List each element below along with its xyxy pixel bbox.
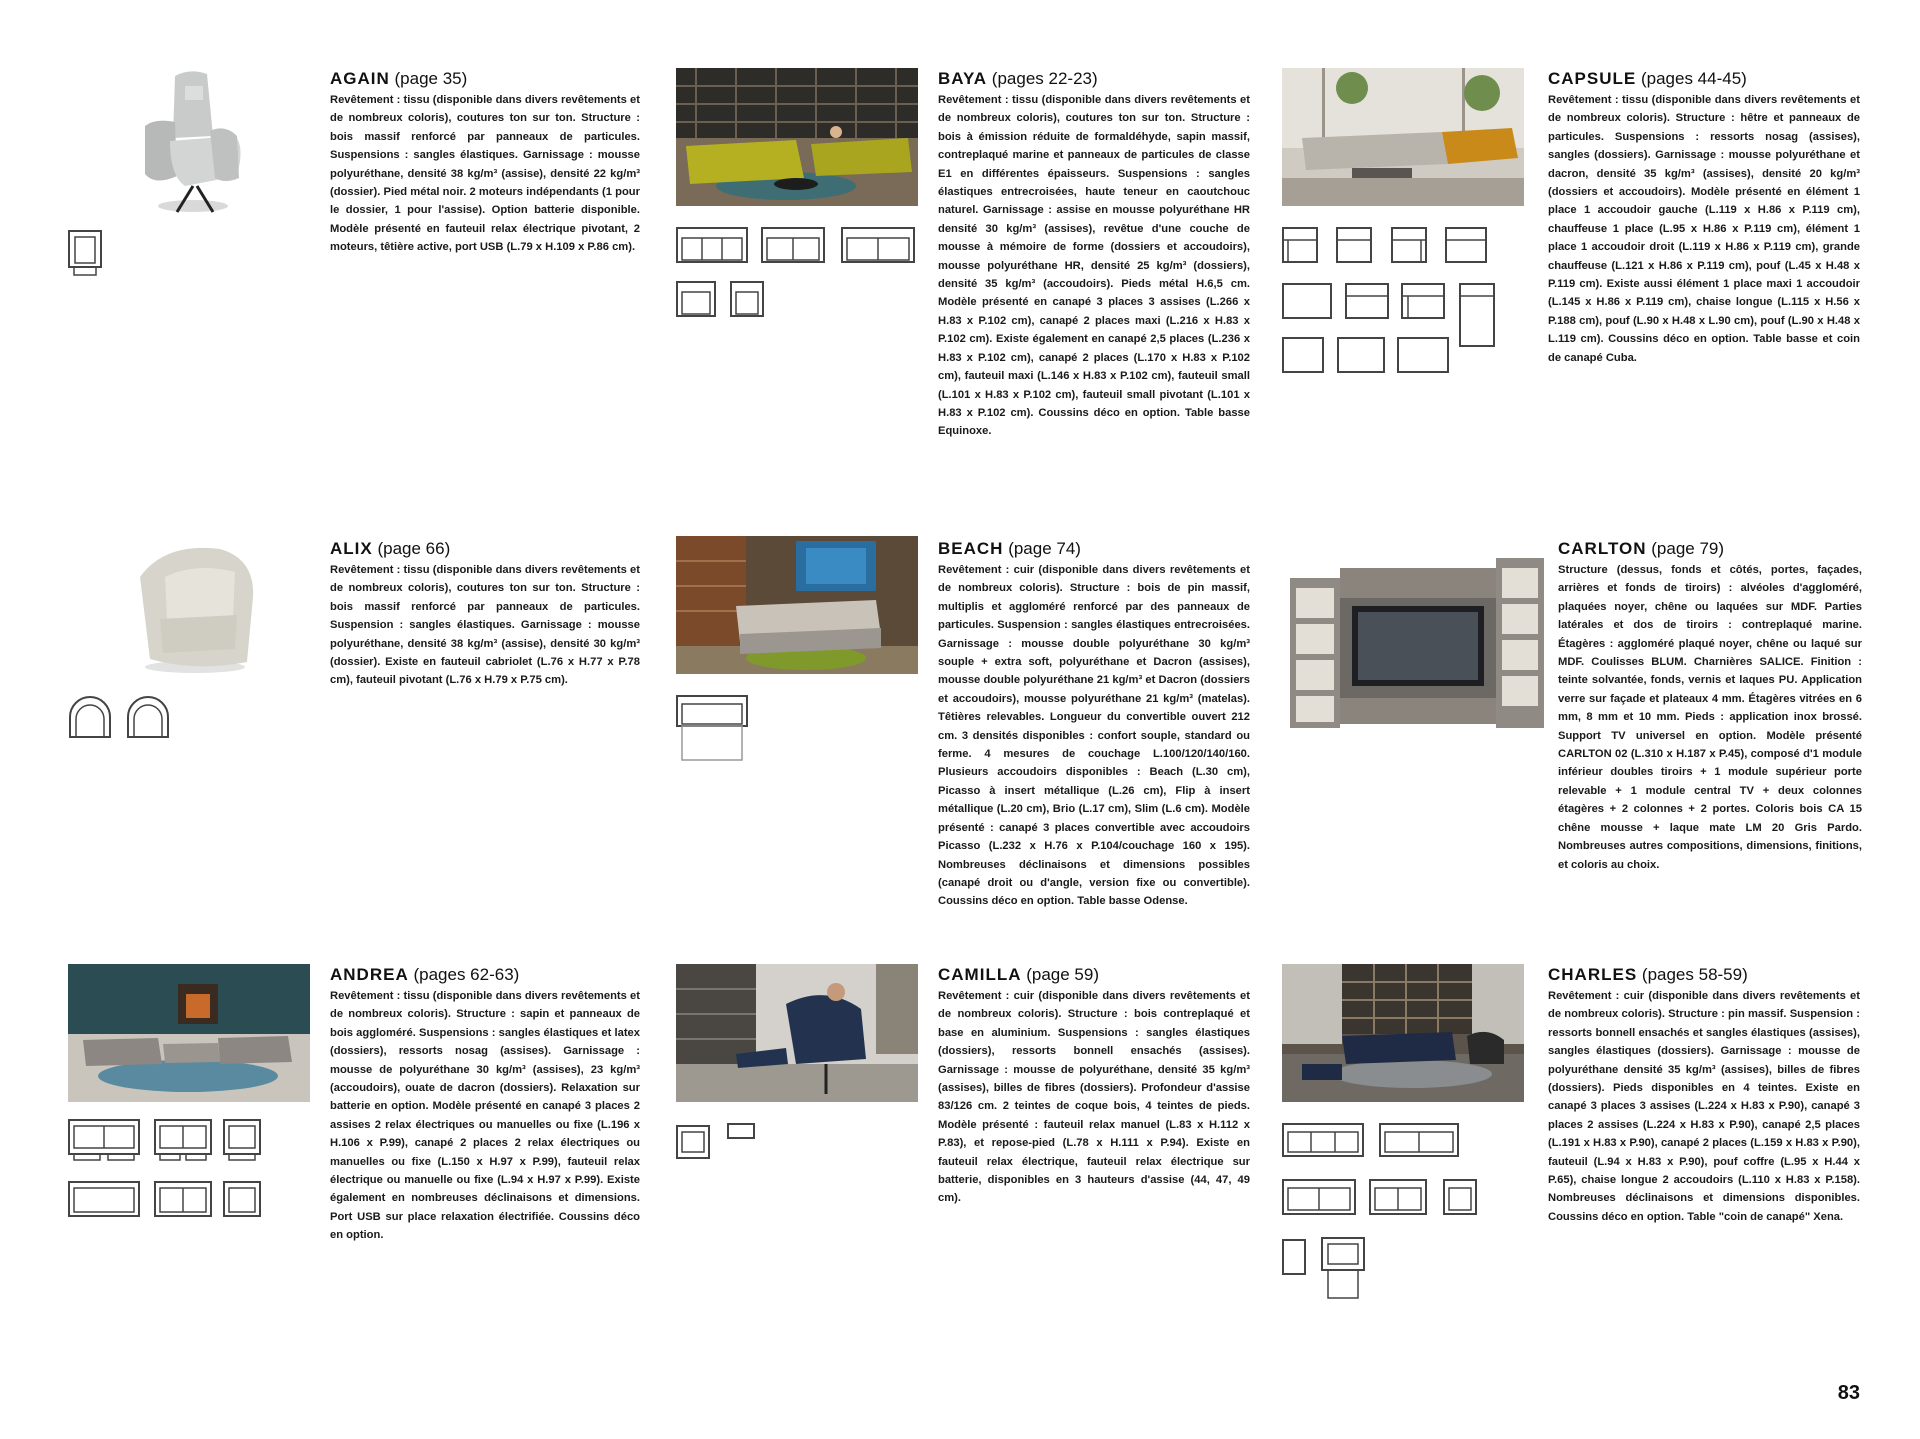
andrea-description: Revêtement : tissu (disponible dans divers revêtements et de nombreux coloris). Structure : sapin et panneaux de bois aggloméré. Suspensions : sangles élastiques et latex (dossiers), ressorts nosag (assises). Garnissage : mousse de polyuréthane 30 kg/m³ (assises), 23 kg/m³ (accoudoirs), ouate de dacron (dossiers). Relaxation sur batterie en option. Modèle présenté en canapé 3 places 2 assises 2 relax électriques ou manuelles ou fixe (L.196 x H.106 x P.99), canapé 2 places 2 relax électriques ou manuelles ou fixe (L.150 x H.97 x P.99), fauteuil relax électrique ou manuelle ou fixe (L.94 x H.97 x P.99). Existe également en nombreuses déclinaisons et dimensions. Port USB sur place relaxation électrifiée. Coussins déco en option.: [330, 990, 640, 1242]
pouf-medium-icon: [1338, 338, 1384, 372]
charles-description: Revêtement : cuir (disponible dans divers revêtements et de nombreux coloris). Structure : pin massif. Suspension : ressorts bonnell ensachés et sangles élastiques (assises), sangles élastiques (dossiers). Garnissage : mousse de polyuréthane densité 35 kg/m³ (assises), billes de fibres (dossiers). Pieds disponibles en 4 teintes. Existe en canapé 3 places 3 assises (L.224 x H.83 x P.90), canapé 3 places 2 assises (L.224 x H.83 x P.90), canapé 2,5 places (L.191 x H.83 x P.90), canapé 2 places (L.159 x H.83 x P.90), fauteuil (L.94 x H.83 x P.90), pouf coffre (L.95 x H.44 x P.65), chaise longue 2 accoudoirs (L.110 x H.83 x P.158). Nombreuses déclinaisons et dimensions disponibles. Coussins déco en option. Table "coin de canapé" Xena.: [1548, 990, 1860, 1223]
alix-title: ALIX (page 66): [330, 539, 451, 558]
baya-title: BAYA (pages 22-23): [938, 69, 1098, 88]
again-module-icons: [68, 230, 108, 278]
chaise-longue-icon: [1460, 284, 1494, 346]
again-description: Revêtement : tissu (disponible dans divers revêtements et de nombreux coloris), coutures ton sur ton. Structure : bois massif renforcé par panneaux de particules. Suspensions : sangles élastiques. Garnissage : mousse polyuréthane, densité 38 kg/m³ (assise), densité 22 kg/m³ (dossier). Pied métal noir. 2 moteurs indépendants (1 pour le dossier, 1 pour l'assise). Option batterie disponible. Modèle présenté en fauteuil relax électrique pivotant, 2 moteurs, têtière active, port USB (L.79 x H.109 x P.86 cm).: [330, 94, 640, 254]
cabriolet-armchair-icon: [70, 697, 110, 737]
andrea-title: ANDREA (pages 62-63): [330, 965, 520, 984]
beach-description: Revêtement : cuir (disponible dans divers revêtements et de nombreux coloris). Structure : bois de pin massif, multiplis et aggloméré renforcé par des panneaux de particules. Suspension : sangles élastiques entrecroisées. Garnissage : mousse double polyuréthane 30 kg/m³ souple + extra soft, polyuréthane et Dacron (assises), mousse double polyuréthane 21 kg/m³ et Dacron (dossiers et accoudoirs), mousse polyuréthane 21 kg/m³ (matelas). Têtières relevables. Longueur du convertible ouvert 212 cm. 3 densités disponibles : confort souple, standard ou ferme. 4 mesures de couchage L.100/120/140/160. Plusieurs accoudoirs disponibles : Beach (L.30 cm), Picasso à insert métallique (L.26 cm), Flip à insert métallique (L.20 cm), Brio (L.17 cm), Slim (L.6 cm). Modèle présenté : canapé 3 places convertible avec accoudoirs Picasso (L.232 x H.76 x P.104/couchage 160 x 195). Nombreuses déclinaisons et dimensions possibles (canapé droit ou d'angle, version fixe ou convertible). Coussins déco en option. Table basse Odense.: [938, 564, 1250, 908]
sofa-3-seat-2-cushion-icon: [1380, 1124, 1458, 1156]
beach-title: BEACH (page 74): [938, 539, 1081, 558]
sofa-2-seat-icon: [1370, 1180, 1426, 1214]
beach-module-icons: [676, 694, 756, 764]
camilla-module-icons: [676, 1122, 766, 1172]
alix-module-icons: [68, 695, 178, 741]
sofa-3-seat-2-relax-icon: [69, 1120, 139, 1160]
pouf-wide-icon: [1398, 338, 1448, 372]
sofa-3-seat-3-cushion-icon: [1283, 1124, 1363, 1156]
armchair-fixed-icon: [224, 1182, 260, 1216]
alix-armchair-photo: [125, 537, 265, 677]
sofa-2-5-seat-icon: [1283, 1180, 1355, 1214]
baya-room-photo: [676, 68, 918, 206]
camilla-description: Revêtement : cuir (disponible dans divers revêtements et de nombreux coloris). Structure : bois contreplaqué et base en aluminium. Suspensions : sangles élastiques (dossiers), ressorts bonnell ensachés (assises). Garnissage : mousse de polyuréthane, densité 35 kg/m³ (assises), billes de fibres (dossiers). Profondeur d'assise 83/126 cm. 2 teintes de coque bois, 4 teintes de pieds. Modèle présenté : fauteuil relax manuel (L.83 x H.112 x P.83), et repose-pied (L.78 x H.111 x P.94). Existe en fauteuil relax électrique, fauteuil relax électrique sur batterie, disponibles en 3 hauteurs d'assise (44, 47, 49 cm).: [938, 990, 1250, 1205]
convertible-sofa-icon: [676, 694, 756, 764]
charles-module-icons: [1282, 1122, 1512, 1302]
element-right-arm-icon: [1392, 228, 1426, 262]
element-left-arm-icon: [1283, 228, 1317, 262]
sofa-2-seat-icon: [762, 228, 824, 262]
element-maxi-icon: [1346, 284, 1388, 318]
sofa-2-seat-2-relax-icon: [155, 1120, 211, 1160]
armchair-small-icon: [731, 282, 763, 316]
sofa-2-seat-fixed-icon: [155, 1182, 211, 1216]
baya-module-icons: [676, 226, 926, 326]
armchair-module-icon: [68, 230, 108, 278]
relax-armchair-icon: [224, 1120, 260, 1160]
capsule-module-icons: [1282, 226, 1522, 376]
carlton-description: Structure (dessus, fonds et côtés, portes, façades, arrières et fonds de tiroirs) : alvéoles d'aggloméré, plaquées noyer, chêne ou laquées sur MDF. Parties latérales et dos de tiroirs : contreplaqué marine. Étagères : aggloméré plaqué noyer, chêne ou laqué sur MDF. Coulisses BLUM. Charnières SALICE. Finition : teinte solvantée, fonds, vernis et laques PU. Application verre sur façade et plateaux 4 mm. Étagères vitrées en 6 mm, 8 mm et 10 mm. Pieds : application inox brossé. Support TV universel en option. Modèle présenté CARLTON 02 (L.310 x H.187 x P.45), composé d'1 module inférieur doubles tiroirs + 1 module supérieur porte relevable + 1 module central TV + deux colonnes étagères + 2 colonnes + 2 portes. Coloris bois CA 15 chêne mousse + laque mate LM 20 Gris Pardo. Nombreuses autres compositions, dimensions, finitions, et coloris au choix.: [1558, 564, 1862, 871]
armchair-maxi-icon: [677, 282, 715, 316]
carlton-wall-unit-photo: [1290, 548, 1546, 738]
large-chauffeuse-icon: [1446, 228, 1486, 262]
capsule-description: Revêtement : tissu (disponible dans divers revêtements et de nombreux coloris). Structure : hêtre et panneaux de particules. Suspensions : ressorts nosag (assises), sangles (dossiers). Garnissage : mousse polyuréthane et dacron, densité 35 kg/m³ (assises), densité 20 kg/m³ (dossiers et accoudoirs). Modèle présenté en élément 1 place 1 accoudoir gauche (L.119 x H.86 x P.119 cm), chauffeuse 1 place (L.95 x H.86 x P.119 cm), élément 1 place 1 accoudoir droit (L.119 x H.86 x P.119 cm), grande chauffeuse (L.121 x H.86 x P.119 cm), pouf (L.45 x H.48 x P.119 cm). Existe aussi élément 1 place maxi 1 accoudoir (L.145 x H.86 x P.119 cm), chaise longue (L.115 x H.56 x P.188 cm), pouf (L.90 x H.48 x L.90 cm), pouf (L.90 x H.48 x L.119 cm). Coussins déco en option. Table basse et coin de canapé Cuba.: [1548, 94, 1860, 364]
andrea-room-photo: [68, 964, 310, 1102]
charles-room-photo: [1282, 964, 1524, 1102]
alix-description: Revêtement : tissu (disponible dans divers revêtements et de nombreux coloris), coutures ton sur ton. Structure : bois massif renforcé par panneaux de particules. Suspension : sangles élastiques. Garnissage : mousse polyuréthane, densité 38 kg/m³ (assise), densité 30 kg/m³ (dossier). Existe en fauteuil cabriolet (L.76 x H.77 x P.78 cm), fauteuil pivotant (L.76 x H.79 x P.75 cm).: [330, 564, 640, 687]
pouf-large-icon: [1283, 284, 1331, 318]
chaise-longue-2-arms-icon: [1322, 1238, 1364, 1298]
chauffeuse-icon: [1337, 228, 1371, 262]
beach-room-photo: [676, 536, 918, 674]
sofa-2-seat-maxi-icon: [842, 228, 914, 262]
carlton-title: CARLTON (page 79): [1558, 539, 1725, 558]
baya-description: Revêtement : tissu (disponible dans divers revêtements et de nombreux coloris), coutures ton sur ton. Structure : bois à émission réduite de formaldéhyde, sapin massif, contreplaqué marine et panneaux de particules de classe E1 en différentes épaisseurs. Suspensions : sangles élastiques entrecroisées, haute teneur en caoutchouc naturel. Garnissage : assise en mousse polyuréthane HR densité 30 kg/m³ (assises), revêtue d'une couche de mousse à mémoire de forme (dossiers et accoudoirs), mousse polyuréthane HR, densité 25 kg/m³ (dossiers), densité 35 kg/m³ (accoudoirs). Pieds métal H.6,5 cm. Modèle présenté en canapé 3 places 3 assises (L.266 x H.83 x P.102 cm), canapé 2 places maxi (L.216 x H.83 x P.102 cm). Existe également en canapé 2,5 places (L.236 x H.83 x P.102 cm), canapé 2 places (L.170 x H.83 x P.102 cm), fauteuil maxi (L.146 x H.83 x P.102 cm), fauteuil small (L.101 x H.83 x P.102 cm), fauteuil small pivotant (L.101 x H.83 x P.102 cm). Coussins déco en option. Table basse Equinoxe.: [938, 94, 1250, 438]
storage-pouf-icon: [1283, 1240, 1305, 1274]
again-armchair-photo: [115, 66, 265, 221]
capsule-title: CAPSULE (pages 44-45): [1548, 69, 1747, 88]
swivel-armchair-icon: [128, 697, 168, 737]
again-title: AGAIN (page 35): [330, 69, 468, 88]
armchair-icon: [1444, 1180, 1476, 1214]
footrest-icon: [728, 1124, 754, 1138]
charles-title: CHARLES (pages 58-59): [1548, 965, 1748, 984]
sofa-3-seat-fixed-icon: [69, 1182, 139, 1216]
page-number: 83: [1837, 1382, 1860, 1404]
camilla-title: CAMILLA (page 59): [938, 965, 1099, 984]
camilla-room-photo: [676, 964, 918, 1102]
andrea-module-icons: [68, 1118, 268, 1228]
sofa-3-seat-icon: [677, 228, 747, 262]
relax-chair-icon: [677, 1126, 709, 1158]
element-maxi-arm-icon: [1402, 284, 1444, 318]
capsule-room-photo: [1282, 68, 1524, 206]
pouf-icon: [1283, 338, 1323, 372]
